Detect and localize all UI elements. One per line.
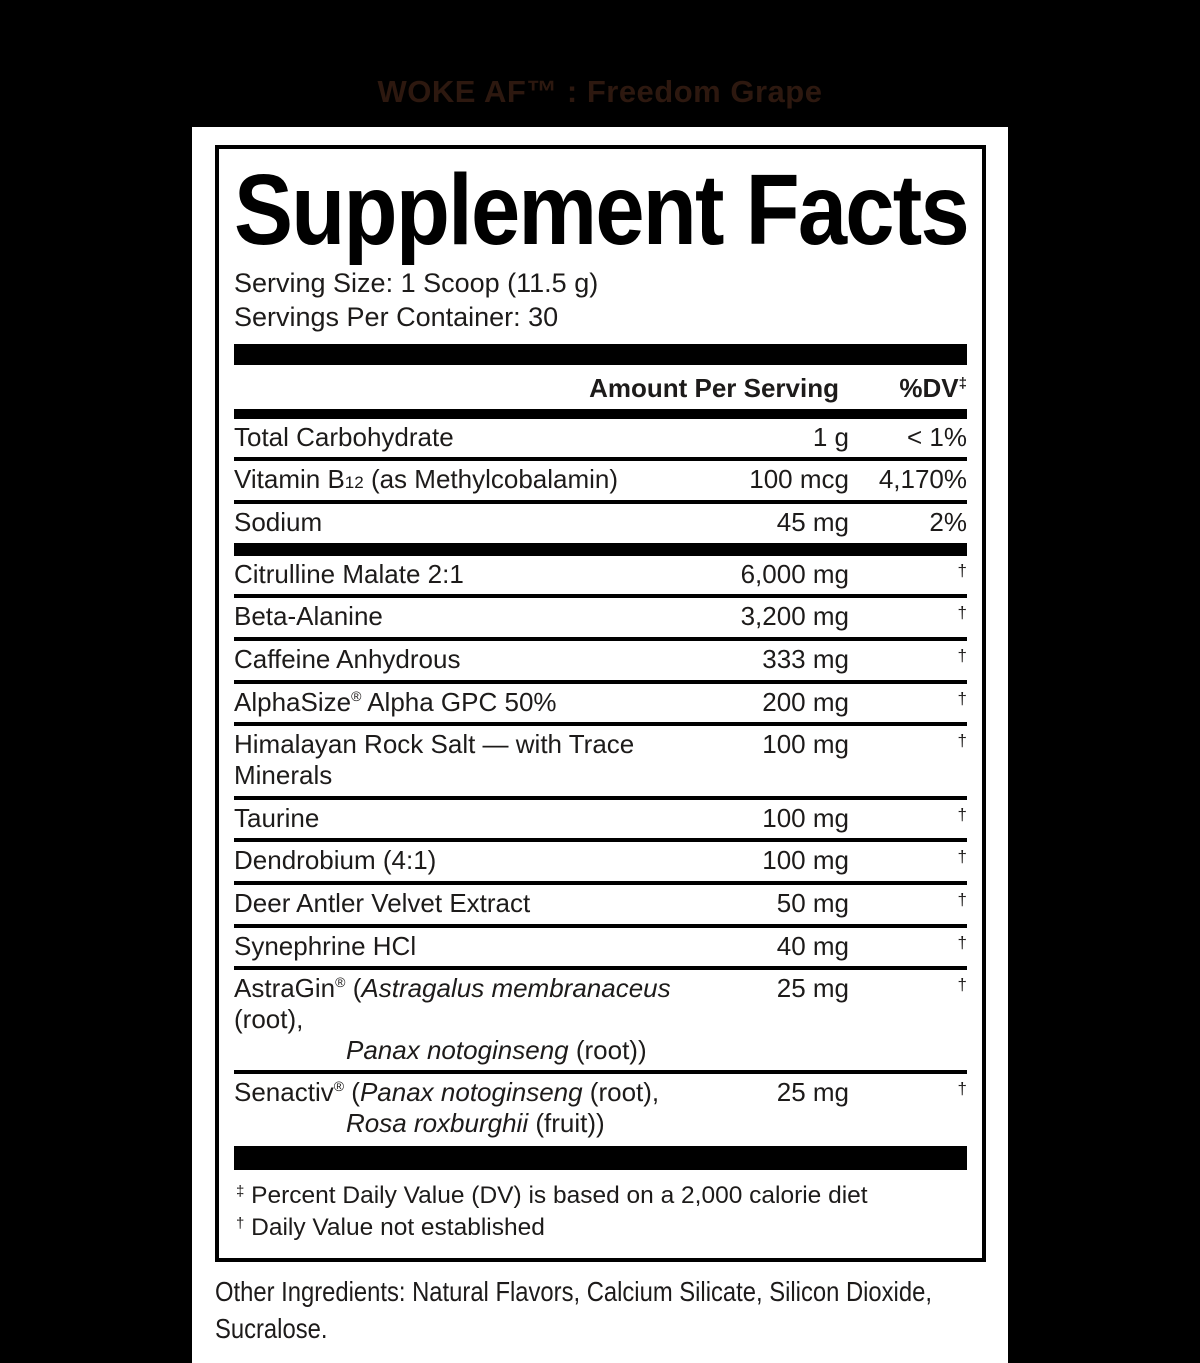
ingredient-name: Beta-Alanine	[234, 601, 383, 632]
column-header-row	[234, 369, 967, 409]
dagger-mark: †	[957, 603, 967, 623]
ingredient-name: Dendrobium (4:1)	[234, 845, 437, 876]
ingredient-row	[234, 722, 967, 795]
dagger-mark: †	[957, 646, 967, 666]
thick-divider-bar	[234, 1146, 967, 1170]
footnote-percent-dv: ‡ Percent Daily Value (DV) is based on a 2,000 calorie diet	[236, 1181, 868, 1209]
ingredient-name: Synephrine HCl	[234, 930, 417, 961]
servings-per-container: Servings Per Container: 30	[234, 301, 559, 332]
ingredient-name: Himalayan Rock Salt — with Trace Minerals	[234, 729, 635, 791]
thick-divider-bar	[234, 543, 967, 556]
nutrients-section	[234, 419, 967, 543]
footnotes	[234, 1170, 967, 1249]
ingredient-amount: 25 mg	[776, 1077, 849, 1108]
ingredient-name: AlphaSize® Alpha GPC 50%	[234, 686, 557, 717]
ingredient-amount: 100 mg	[762, 802, 849, 833]
dagger-mark: †	[957, 975, 967, 995]
registered-mark: ®	[351, 687, 362, 704]
nutrient-row	[234, 457, 967, 500]
thick-divider-bar	[234, 344, 967, 365]
supplement-facts-panel	[192, 127, 1008, 1363]
dagger-mark: †	[957, 890, 967, 910]
ingredient-row	[234, 1070, 967, 1143]
other-ingredients: Other Ingredients: Natural Flavors, Calcium Silicate, Silicon Dioxide, Sucralose.	[215, 1276, 932, 1344]
nutrient-row	[234, 500, 967, 543]
ingredient-name	[234, 1077, 679, 1138]
nutrient-name: Total Carbohydrate	[234, 421, 454, 452]
nutrient-row	[234, 419, 967, 458]
ingredient-amount: 333 mg	[762, 644, 849, 675]
double-dagger-mark: ‡	[236, 1182, 245, 1200]
ingredient-name: Taurine	[234, 802, 320, 833]
ingredient-row	[234, 838, 967, 881]
ingredient-name-line1: AstraGin® (Astragalus membranaceus (root),	[234, 973, 678, 1035]
dagger-mark: †	[957, 932, 967, 952]
ingredient-row	[234, 966, 967, 1070]
ingredient-row	[234, 637, 967, 680]
ingredient-row	[234, 556, 967, 595]
registered-mark: ®	[335, 974, 346, 991]
ingredient-row	[234, 680, 967, 723]
ingredient-name: Caffeine Anhydrous	[234, 644, 461, 675]
ingredient-name: Deer Antler Velvet Extract	[234, 888, 531, 919]
facts-title: Supplement Facts	[234, 154, 968, 266]
dagger-mark: †	[957, 804, 967, 824]
nutrient-name: Vitamin B12 (as Methylcobalamin)	[234, 464, 619, 495]
dagger-mark: †	[957, 688, 967, 708]
species-name: Panax notoginseng	[346, 1034, 569, 1065]
b12-subscript: 12	[344, 473, 364, 493]
registered-mark: ®	[333, 1078, 345, 1095]
dagger-mark: †	[236, 1215, 245, 1233]
ingredient-amount: 6,000 mg	[740, 558, 849, 589]
facts-border-box	[215, 145, 986, 1262]
ingredients-section	[234, 556, 967, 1144]
ingredient-amount: 50 mg	[776, 888, 849, 919]
nutrient-dv: 4,170%	[878, 464, 967, 495]
nutrient-dv: 2%	[929, 507, 967, 538]
dagger-mark: †	[957, 560, 967, 580]
ingredient-row	[234, 881, 967, 924]
ingredient-name-line2: Rosa roxburghii (fruit))	[346, 1108, 605, 1139]
ingredient-row	[234, 796, 967, 839]
ingredient-amount: 100 mg	[762, 845, 849, 876]
dagger-mark: †	[957, 1079, 967, 1099]
ingredient-amount: 100 mg	[762, 729, 849, 760]
dagger-mark: †	[957, 847, 967, 867]
ingredient-amount: 40 mg	[776, 930, 849, 961]
nutrient-amount: 1 g	[812, 421, 849, 452]
species-name: Rosa roxburghii	[346, 1108, 529, 1139]
nutrient-name: Sodium	[234, 507, 323, 538]
flavor-title: WOKE AF™ : Freedom Grape	[377, 74, 823, 109]
footnote-daily-value: † Daily Value not established	[236, 1214, 545, 1242]
ingredient-row	[234, 924, 967, 967]
dagger-mark: †	[957, 731, 967, 751]
ingredient-amount: 25 mg	[776, 973, 849, 1004]
ingredient-amount: 200 mg	[762, 686, 849, 717]
ingredient-row	[234, 594, 967, 637]
medium-divider-bar	[234, 409, 967, 419]
ingredient-name-line2: Panax notoginseng (root))	[346, 1034, 647, 1065]
nutrient-dv: < 1%	[907, 421, 967, 452]
species-name: Astragalus membranaceus	[361, 973, 671, 1004]
ingredient-name-line1: Senactiv® (Panax notoginseng (root),	[234, 1077, 660, 1108]
serving-size: Serving Size: 1 Scoop (11.5 g)	[234, 268, 599, 298]
nutrient-amount: 45 mg	[776, 507, 849, 538]
double-dagger-mark: ‡	[958, 374, 967, 392]
dv-header: %DV	[899, 372, 959, 403]
amount-per-serving-header: Amount Per Serving	[589, 372, 839, 403]
species-name: Panax notoginseng	[359, 1077, 583, 1108]
ingredient-name	[234, 973, 679, 1065]
ingredient-name: Citrulline Malate 2:1	[234, 558, 464, 589]
nutrient-amount: 100 mcg	[749, 464, 849, 495]
ingredient-amount: 3,200 mg	[740, 601, 849, 632]
